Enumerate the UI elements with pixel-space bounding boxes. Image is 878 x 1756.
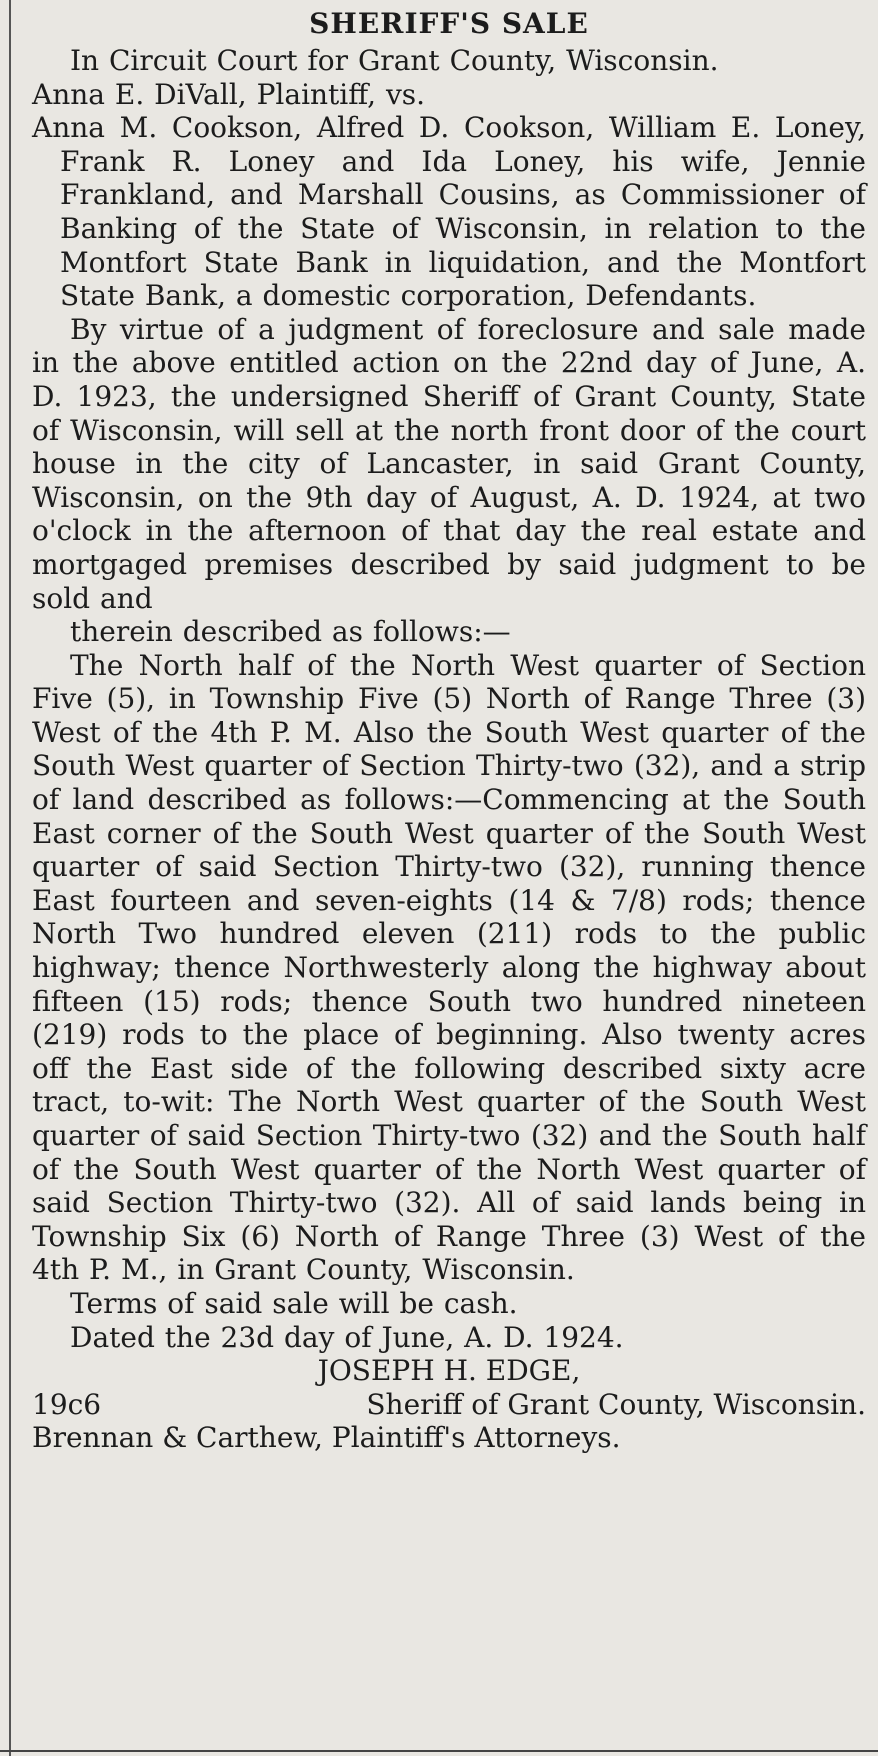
terms-line: Terms of said sale will be cash. (70, 1286, 518, 1320)
judgment-paragraph: By virtue of a judgment of foreclosure and sale made in the above entitled action on the 22nd day of June, A. D. 1923, the undersigned Sheriff of Grant County, State of Wisconsin, will sell at the north front door of the court house in the city of Lancaster, in said Grant County, Wisconsin, on the 9th day of August, A. D. 1924, at two o'clock in the afternoon of that day the real estate and mortgaged premises described by said judgment to be sold and (32, 312, 866, 615)
judgment-paragraph-end: therein described as follows:— (70, 615, 511, 649)
bottom-rule (0, 1750, 878, 1752)
issue-code: 19c6 (32, 1387, 102, 1421)
signer-row (32, 1388, 866, 1422)
column-rule (9, 0, 11, 1756)
defendants-first: Anna M. Cookson, (32, 111, 303, 145)
property-description: The North half of the North West quarter of Section Five (5), in Township Five (5) North of Range Three (3) West of the 4th P. M. Also the South West quarter of the South West quarter of Section Thirty-two (32), and a strip of land described as follows:—Commencing at the South East corner of the South West quarter of the South West quarter of said Section Thirty-two (32), running thence East fourteen and seven-eights (14 & 7/8) rods; thence North Two hundred eleven (211) rods to the public highway; thence Northwesterly along the highway about fifteen (15) rods; thence South two hundred nineteen (219) rods to the place of beginning. Also twenty acres off the East side of the following described sixty acre tract, to-wit: The North West quarter of the South West quarter of said Section Thirty-two (32) and the South half of the South West quarter of the North West quarter of said Section Thirty-two (32). All of said lands being in Township Six (6) North of Range Three (3) West of the 4th P. M., in Grant County, Wisconsin. (32, 648, 866, 1287)
defendants-rest: Alfred D. Cookson, William E. Loney, Frank R. Loney and Ida Loney, his wife, Jennie Frankland, and Marshall Cousins, as Commissioner of Banking of the State of Wisconsin, in relation to the Montfort State Bank in liquidation, and the Montfort State Bank, a domestic corporation, Defendants. (60, 111, 866, 313)
dated-line: Dated the 23d day of June, A. D. 1924. (70, 1320, 624, 1354)
signer-name: JOSEPH H. EDGE, (317, 1354, 581, 1388)
attorneys-line: Brennan & Carthew, Plaintiff's Attorneys. (32, 1421, 621, 1455)
notice-heading: SHERIFF'S SALE (309, 7, 589, 40)
court-line: In Circuit Court for Grant County, Wisconsin. (70, 44, 719, 77)
plaintiff-line: Anna E. DiVall, Plaintiff, vs. (32, 77, 426, 111)
signer-title: Sheriff of Grant County, Wisconsin. (366, 1387, 866, 1421)
defendants-paragraph (32, 111, 866, 313)
